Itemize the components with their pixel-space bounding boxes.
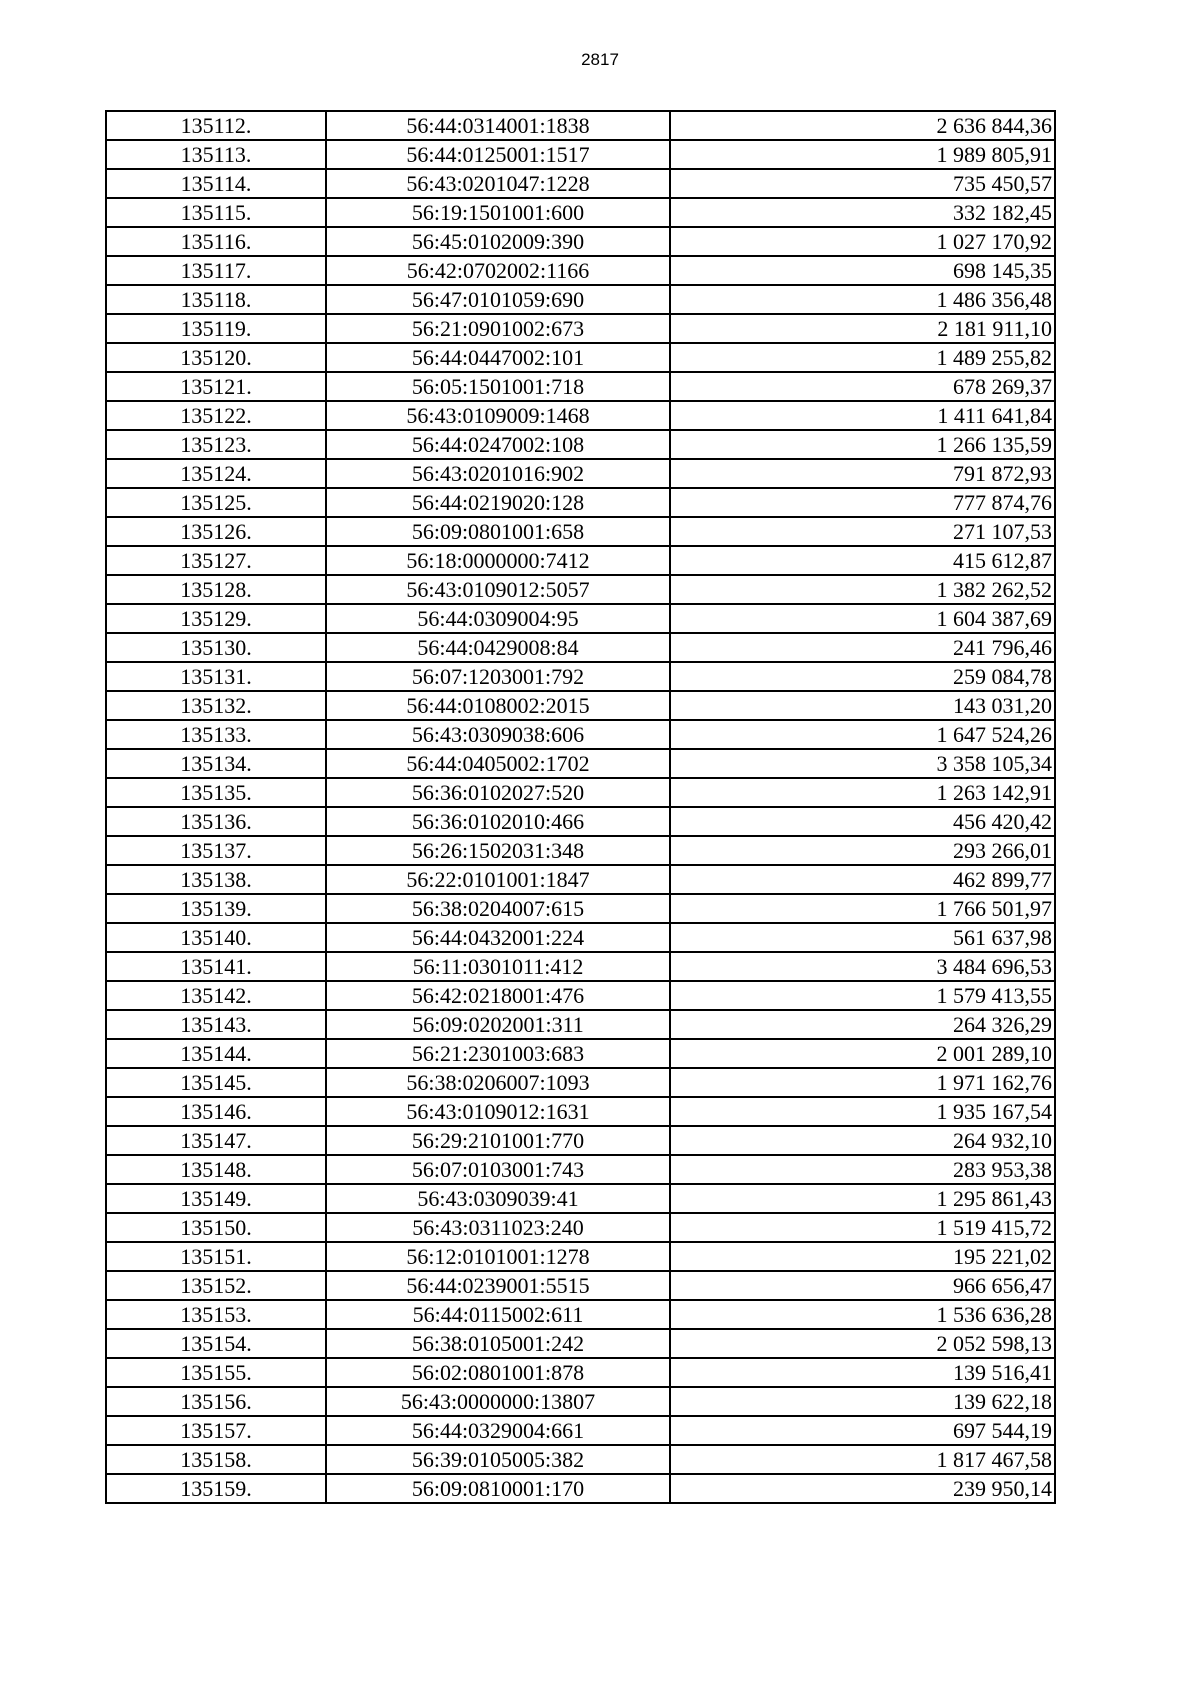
cadastral-number-cell: 56:18:0000000:7412 — [326, 546, 670, 575]
cadastral-number-cell: 56:38:0105001:242 — [326, 1329, 670, 1358]
row-number-cell: 135121. — [106, 372, 326, 401]
row-number-cell: 135139. — [106, 894, 326, 923]
row-number-cell: 135156. — [106, 1387, 326, 1416]
row-number-cell: 135154. — [106, 1329, 326, 1358]
table-row — [106, 1329, 1055, 1358]
table-row — [106, 952, 1055, 981]
cadastral-value-cell: 1 536 636,28 — [670, 1300, 1055, 1329]
cadastral-value-cell: 2 636 844,36 — [670, 111, 1055, 140]
cadastral-value-cell: 697 544,19 — [670, 1416, 1055, 1445]
cadastral-value-cell: 264 932,10 — [670, 1126, 1055, 1155]
table-body — [106, 111, 1055, 1503]
cadastral-number-cell: 56:43:0311023:240 — [326, 1213, 670, 1242]
cadastral-value-cell: 561 637,98 — [670, 923, 1055, 952]
table-row — [106, 720, 1055, 749]
row-number-cell: 135123. — [106, 430, 326, 459]
row-number-cell: 135144. — [106, 1039, 326, 1068]
cadastral-value-cell: 777 874,76 — [670, 488, 1055, 517]
cadastral-value-cell: 1 382 262,52 — [670, 575, 1055, 604]
cadastral-value-cell: 735 450,57 — [670, 169, 1055, 198]
cadastral-number-cell: 56:38:0206007:1093 — [326, 1068, 670, 1097]
cadastral-number-cell: 56:44:0219020:128 — [326, 488, 670, 517]
row-number-cell: 135128. — [106, 575, 326, 604]
row-number-cell: 135117. — [106, 256, 326, 285]
row-number-cell: 135124. — [106, 459, 326, 488]
cadastral-number-cell: 56:43:0109012:5057 — [326, 575, 670, 604]
cadastral-number-cell: 56:44:0247002:108 — [326, 430, 670, 459]
cadastral-number-cell: 56:43:0309038:606 — [326, 720, 670, 749]
cadastral-value-cell: 1 295 861,43 — [670, 1184, 1055, 1213]
row-number-cell: 135146. — [106, 1097, 326, 1126]
row-number-cell: 135141. — [106, 952, 326, 981]
row-number-cell: 135159. — [106, 1474, 326, 1503]
cadastral-value-cell: 1 989 805,91 — [670, 140, 1055, 169]
table-row — [106, 923, 1055, 952]
row-number-cell: 135122. — [106, 401, 326, 430]
table-row — [106, 1300, 1055, 1329]
table-row — [106, 314, 1055, 343]
cadastral-number-cell: 56:43:0309039:41 — [326, 1184, 670, 1213]
cadastral-value-cell: 271 107,53 — [670, 517, 1055, 546]
cadastral-value-cell: 264 326,29 — [670, 1010, 1055, 1039]
table-row — [106, 372, 1055, 401]
row-number-cell: 135133. — [106, 720, 326, 749]
cadastral-number-cell: 56:44:0239001:5515 — [326, 1271, 670, 1300]
row-number-cell: 135129. — [106, 604, 326, 633]
cadastral-number-cell: 56:43:0201016:902 — [326, 459, 670, 488]
cadastral-number-cell: 56:44:0432001:224 — [326, 923, 670, 952]
cadastral-value-cell: 239 950,14 — [670, 1474, 1055, 1503]
table-row — [106, 865, 1055, 894]
table-row — [106, 256, 1055, 285]
cadastral-number-cell: 56:44:0108002:2015 — [326, 691, 670, 720]
cadastral-value-cell: 415 612,87 — [670, 546, 1055, 575]
table-row — [106, 981, 1055, 1010]
cadastral-value-cell: 2 052 598,13 — [670, 1329, 1055, 1358]
cadastral-value-cell: 332 182,45 — [670, 198, 1055, 227]
cadastral-value-cell: 698 145,35 — [670, 256, 1055, 285]
cadastral-value-cell: 1 647 524,26 — [670, 720, 1055, 749]
table-row — [106, 430, 1055, 459]
row-number-cell: 135136. — [106, 807, 326, 836]
table-row — [106, 662, 1055, 691]
cadastral-value-cell: 462 899,77 — [670, 865, 1055, 894]
row-number-cell: 135131. — [106, 662, 326, 691]
cadastral-value-cell: 1 266 135,59 — [670, 430, 1055, 459]
table-row — [106, 836, 1055, 865]
cadastral-number-cell: 56:43:0000000:13807 — [326, 1387, 670, 1416]
cadastral-value-cell: 259 084,78 — [670, 662, 1055, 691]
row-number-cell: 135116. — [106, 227, 326, 256]
table-row — [106, 1068, 1055, 1097]
row-number-cell: 135138. — [106, 865, 326, 894]
table-row — [106, 1126, 1055, 1155]
cadastral-value-cell: 195 221,02 — [670, 1242, 1055, 1271]
row-number-cell: 135142. — [106, 981, 326, 1010]
table-row — [106, 1039, 1055, 1068]
cadastral-value-cell: 456 420,42 — [670, 807, 1055, 836]
cadastral-value-cell: 1 263 142,91 — [670, 778, 1055, 807]
table-row — [106, 1416, 1055, 1445]
cadastral-number-cell: 56:43:0201047:1228 — [326, 169, 670, 198]
cadastral-value-cell: 2 181 911,10 — [670, 314, 1055, 343]
row-number-cell: 135158. — [106, 1445, 326, 1474]
cadastral-value-cell: 1 817 467,58 — [670, 1445, 1055, 1474]
row-number-cell: 135134. — [106, 749, 326, 778]
table-row — [106, 227, 1055, 256]
cadastral-value-cell: 1 579 413,55 — [670, 981, 1055, 1010]
cadastral-number-cell: 56:44:0125001:1517 — [326, 140, 670, 169]
row-number-cell: 135115. — [106, 198, 326, 227]
cadastral-number-cell: 56:11:0301011:412 — [326, 952, 670, 981]
cadastral-value-cell: 1 489 255,82 — [670, 343, 1055, 372]
cadastral-value-cell: 1 027 170,92 — [670, 227, 1055, 256]
cadastral-value-cell: 293 266,01 — [670, 836, 1055, 865]
row-number-cell: 135147. — [106, 1126, 326, 1155]
table-row — [106, 1155, 1055, 1184]
cadastral-value-cell: 283 953,38 — [670, 1155, 1055, 1184]
cadastral-number-cell: 56:39:0105005:382 — [326, 1445, 670, 1474]
row-number-cell: 135130. — [106, 633, 326, 662]
row-number-cell: 135152. — [106, 1271, 326, 1300]
cadastral-value-cell: 966 656,47 — [670, 1271, 1055, 1300]
row-number-cell: 135113. — [106, 140, 326, 169]
cadastral-value-cell: 139 622,18 — [670, 1387, 1055, 1416]
table-row — [106, 1387, 1055, 1416]
cadastral-number-cell: 56:44:0314001:1838 — [326, 111, 670, 140]
cadastral-number-cell: 56:12:0101001:1278 — [326, 1242, 670, 1271]
row-number-cell: 135155. — [106, 1358, 326, 1387]
cadastral-number-cell: 56:43:0109009:1468 — [326, 401, 670, 430]
table-row — [106, 1184, 1055, 1213]
cadastral-number-cell: 56:09:0810001:170 — [326, 1474, 670, 1503]
table-row — [106, 575, 1055, 604]
cadastral-number-cell: 56:22:0101001:1847 — [326, 865, 670, 894]
cadastral-number-cell: 56:45:0102009:390 — [326, 227, 670, 256]
cadastral-value-cell: 1 519 415,72 — [670, 1213, 1055, 1242]
row-number-cell: 135126. — [106, 517, 326, 546]
cadastral-value-cell: 241 796,46 — [670, 633, 1055, 662]
row-number-cell: 135112. — [106, 111, 326, 140]
cadastral-number-cell: 56:47:0101059:690 — [326, 285, 670, 314]
row-number-cell: 135140. — [106, 923, 326, 952]
table-row — [106, 111, 1055, 140]
cadastral-number-cell: 56:36:0102027:520 — [326, 778, 670, 807]
table-row — [106, 691, 1055, 720]
cadastral-number-cell: 56:44:0405002:1702 — [326, 749, 670, 778]
cadastral-number-cell: 56:44:0429008:84 — [326, 633, 670, 662]
cadastral-value-cell: 678 269,37 — [670, 372, 1055, 401]
cadastral-number-cell: 56:42:0218001:476 — [326, 981, 670, 1010]
table-row — [106, 1358, 1055, 1387]
table-row — [106, 1271, 1055, 1300]
cadastral-number-cell: 56:26:1502031:348 — [326, 836, 670, 865]
row-number-cell: 135120. — [106, 343, 326, 372]
row-number-cell: 135157. — [106, 1416, 326, 1445]
cadastral-number-cell: 56:09:0202001:311 — [326, 1010, 670, 1039]
table-row — [106, 285, 1055, 314]
cadastral-value-cell: 143 031,20 — [670, 691, 1055, 720]
cadastral-number-cell: 56:21:2301003:683 — [326, 1039, 670, 1068]
row-number-cell: 135145. — [106, 1068, 326, 1097]
cadastral-number-cell: 56:02:0801001:878 — [326, 1358, 670, 1387]
cadastral-value-cell: 1 971 162,76 — [670, 1068, 1055, 1097]
table-row — [106, 1242, 1055, 1271]
row-number-cell: 135148. — [106, 1155, 326, 1184]
table-row — [106, 1097, 1055, 1126]
row-number-cell: 135135. — [106, 778, 326, 807]
cadastral-number-cell: 56:44:0447002:101 — [326, 343, 670, 372]
row-number-cell: 135151. — [106, 1242, 326, 1271]
cadastral-number-cell: 56:09:0801001:658 — [326, 517, 670, 546]
table-row — [106, 1010, 1055, 1039]
cadastral-number-cell: 56:43:0109012:1631 — [326, 1097, 670, 1126]
table-row — [106, 807, 1055, 836]
cadastral-number-cell: 56:38:0204007:615 — [326, 894, 670, 923]
cadastral-value-cell: 1 766 501,97 — [670, 894, 1055, 923]
table-row — [106, 517, 1055, 546]
cadastral-number-cell: 56:44:0115002:611 — [326, 1300, 670, 1329]
cadastral-value-cell: 3 358 105,34 — [670, 749, 1055, 778]
cadastral-value-table — [105, 110, 1056, 1504]
table-row — [106, 894, 1055, 923]
cadastral-number-cell: 56:21:0901002:673 — [326, 314, 670, 343]
cadastral-value-cell: 1 604 387,69 — [670, 604, 1055, 633]
cadastral-value-cell: 1 935 167,54 — [670, 1097, 1055, 1126]
table-row — [106, 140, 1055, 169]
row-number-cell: 135150. — [106, 1213, 326, 1242]
table-row — [106, 169, 1055, 198]
cadastral-number-cell: 56:19:1501001:600 — [326, 198, 670, 227]
page-number: 2817 — [581, 50, 619, 69]
table-row — [106, 401, 1055, 430]
cadastral-value-cell: 139 516,41 — [670, 1358, 1055, 1387]
cadastral-number-cell: 56:42:0702002:1166 — [326, 256, 670, 285]
table-row — [106, 1213, 1055, 1242]
row-number-cell: 135143. — [106, 1010, 326, 1039]
table-row — [106, 1474, 1055, 1503]
table-row — [106, 778, 1055, 807]
row-number-cell: 135125. — [106, 488, 326, 517]
cadastral-number-cell: 56:44:0309004:95 — [326, 604, 670, 633]
cadastral-number-cell: 56:07:0103001:743 — [326, 1155, 670, 1184]
row-number-cell: 135118. — [106, 285, 326, 314]
row-number-cell: 135114. — [106, 169, 326, 198]
cadastral-number-cell: 56:44:0329004:661 — [326, 1416, 670, 1445]
cadastral-value-cell: 1 486 356,48 — [670, 285, 1055, 314]
row-number-cell: 135149. — [106, 1184, 326, 1213]
table-row — [106, 749, 1055, 778]
cadastral-number-cell: 56:05:1501001:718 — [326, 372, 670, 401]
table-row — [106, 488, 1055, 517]
table-row — [106, 459, 1055, 488]
table-row — [106, 198, 1055, 227]
cadastral-value-cell: 791 872,93 — [670, 459, 1055, 488]
cadastral-value-cell: 3 484 696,53 — [670, 952, 1055, 981]
row-number-cell: 135137. — [106, 836, 326, 865]
row-number-cell: 135132. — [106, 691, 326, 720]
table-row — [106, 1445, 1055, 1474]
row-number-cell: 135153. — [106, 1300, 326, 1329]
cadastral-number-cell: 56:36:0102010:466 — [326, 807, 670, 836]
cadastral-value-cell: 1 411 641,84 — [670, 401, 1055, 430]
row-number-cell: 135127. — [106, 546, 326, 575]
table-row — [106, 343, 1055, 372]
cadastral-number-cell: 56:07:1203001:792 — [326, 662, 670, 691]
table-row — [106, 546, 1055, 575]
cadastral-value-cell: 2 001 289,10 — [670, 1039, 1055, 1068]
table-row — [106, 633, 1055, 662]
row-number-cell: 135119. — [106, 314, 326, 343]
cadastral-number-cell: 56:29:2101001:770 — [326, 1126, 670, 1155]
table-row — [106, 604, 1055, 633]
